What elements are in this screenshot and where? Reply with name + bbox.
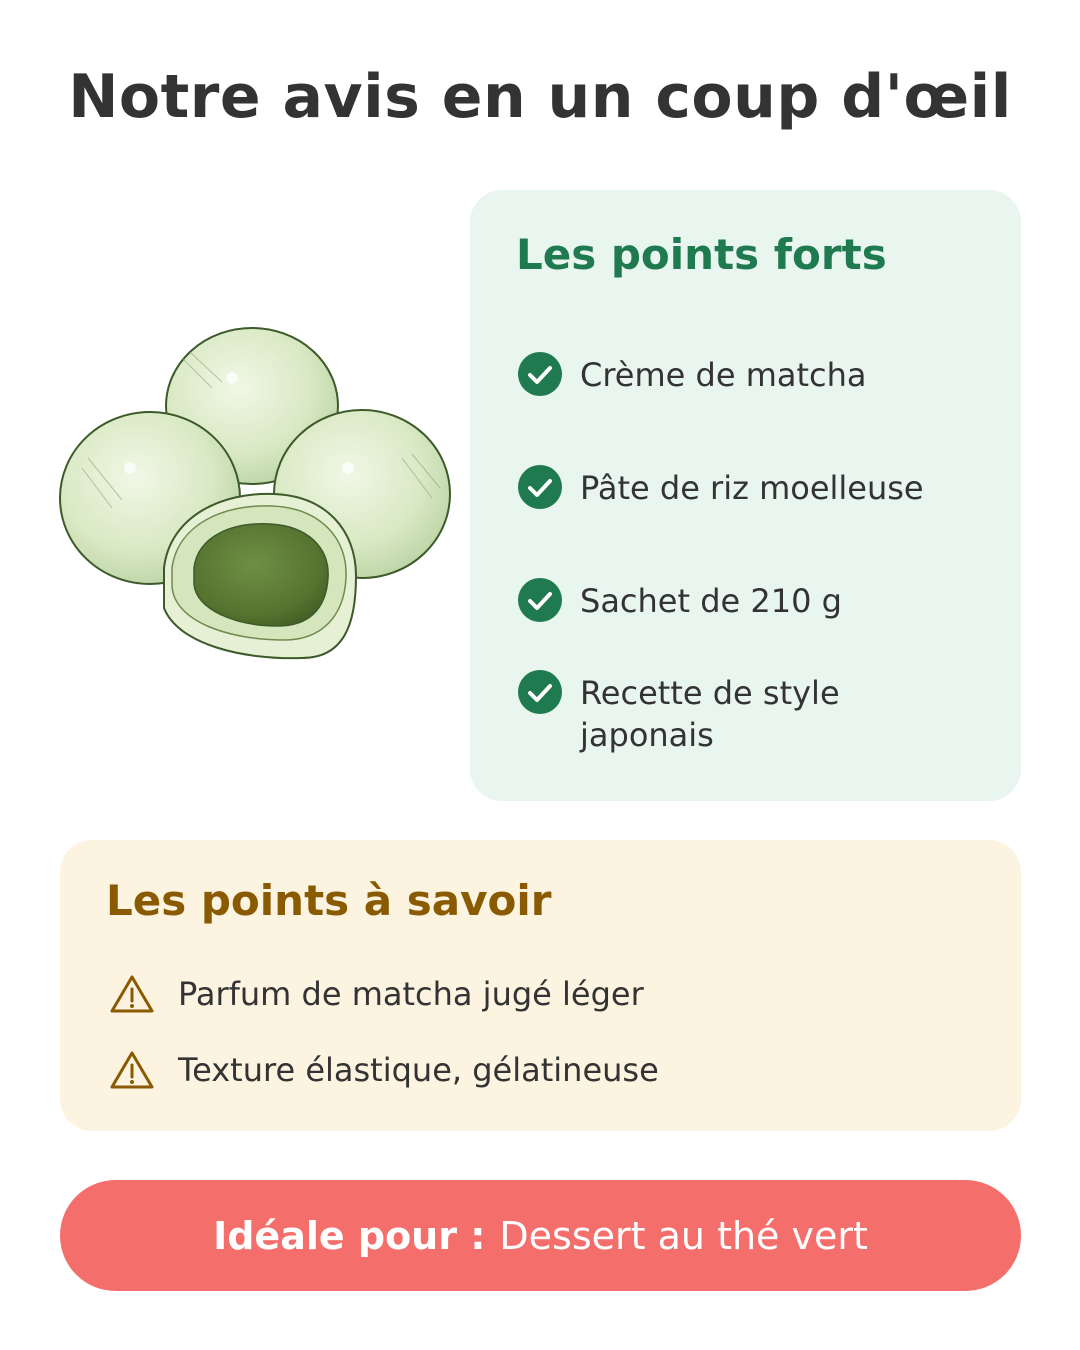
cons-item-label: Parfum de matcha jugé léger xyxy=(178,975,644,1013)
check-circle-icon xyxy=(518,465,562,509)
cons-title: Les points à savoir xyxy=(106,876,552,925)
ideal-for-prefix: Idéale pour : xyxy=(213,1213,486,1258)
pros-item-label: Recette de style japonais xyxy=(580,674,840,754)
pros-item-label: Crème de matcha xyxy=(580,356,867,394)
pros-item-label: Pâte de riz moelleuse xyxy=(580,469,924,507)
check-circle-icon xyxy=(518,352,562,396)
pros-title: Les points forts xyxy=(516,230,887,279)
warning-icon xyxy=(110,974,154,1014)
check-circle-icon xyxy=(518,670,562,714)
pros-item xyxy=(518,354,988,396)
pros-item xyxy=(518,580,988,622)
ideal-for-value: Dessert au thé vert xyxy=(499,1213,868,1258)
mochi-illustration xyxy=(52,318,452,678)
pros-item xyxy=(518,672,988,756)
cons-item-label: Texture élastique, gélatineuse xyxy=(178,1051,659,1089)
pros-item-label: Sachet de 210 g xyxy=(580,582,842,620)
cons-card xyxy=(60,840,1021,1131)
cons-item xyxy=(110,974,644,1014)
pros-item xyxy=(518,467,988,509)
cons-item xyxy=(110,1050,659,1090)
page-title: Notre avis en un coup d'œil xyxy=(68,62,1012,132)
check-circle-icon xyxy=(518,578,562,622)
pros-card xyxy=(470,190,1021,801)
ideal-for-banner xyxy=(60,1180,1021,1291)
warning-icon xyxy=(110,1050,154,1090)
